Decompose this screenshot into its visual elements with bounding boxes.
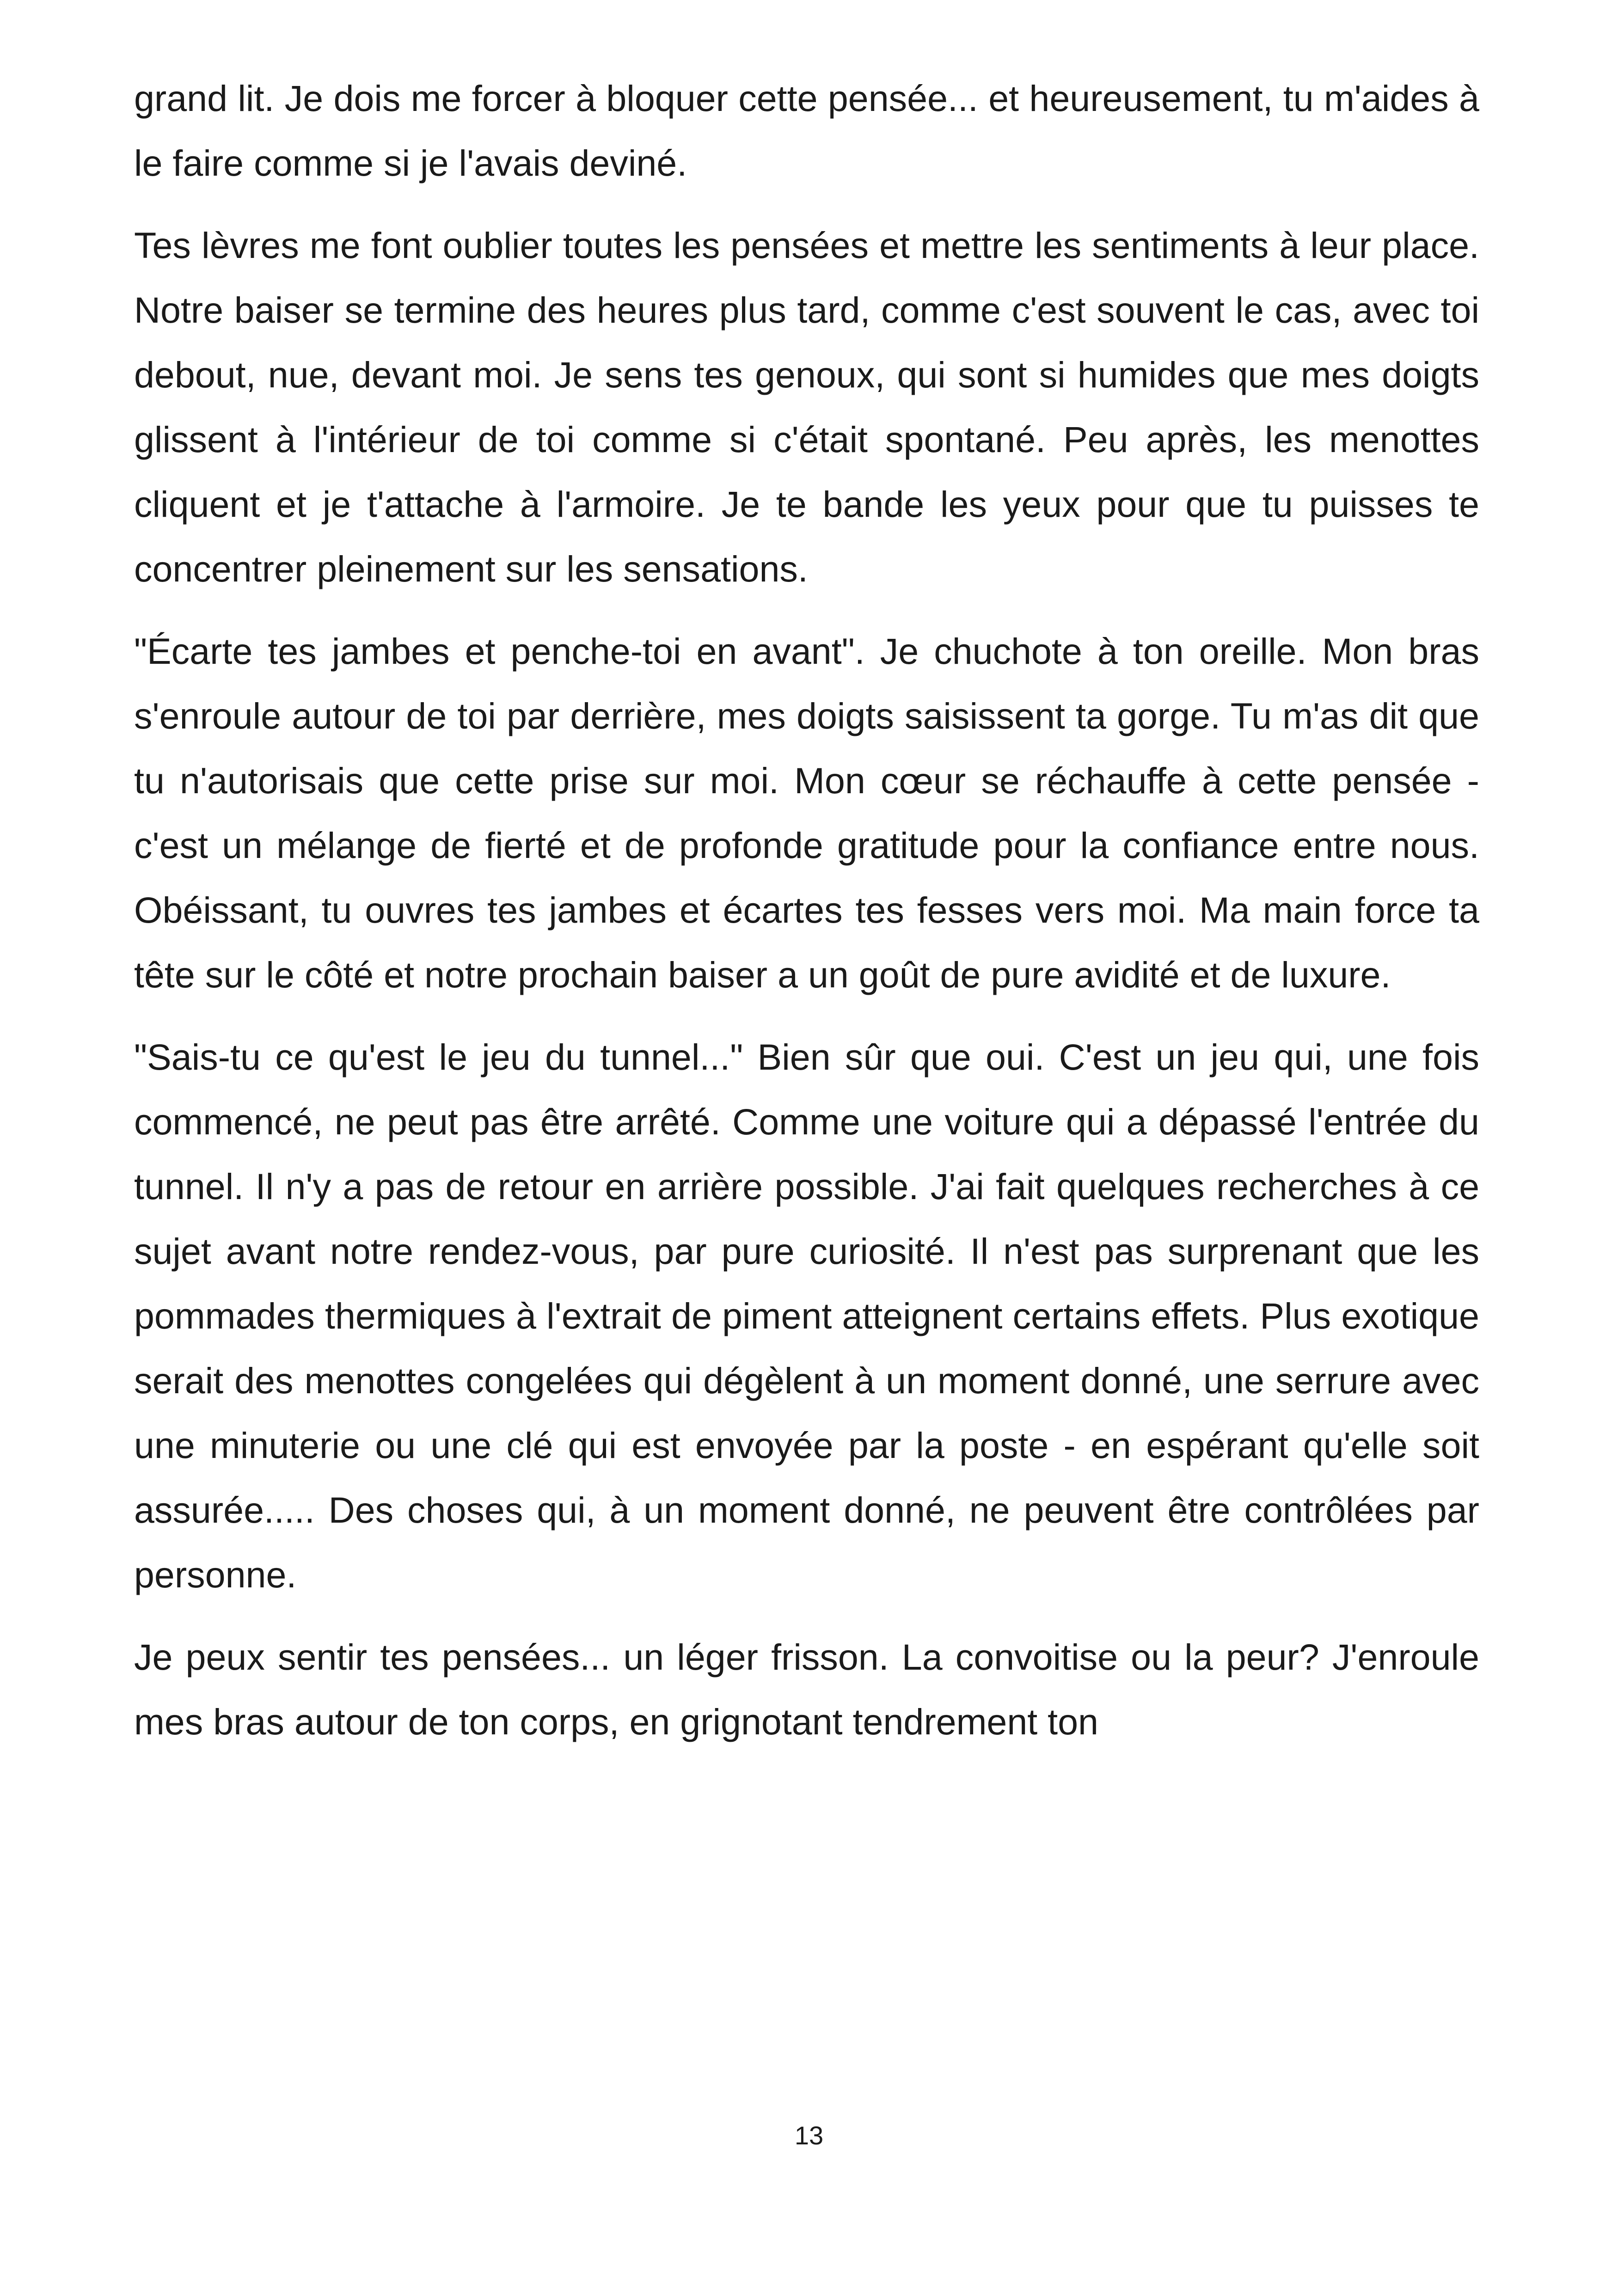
paragraph-4: "Sais-tu ce qu'est le jeu du tunnel..." Bien sûr que oui. C'est un jeu qui, une fois commencé, ne peut pas être arrêté. Comme une voiture qui a dépassé l'entrée du tunnel. Il n'y a pas de retour en arrière possible. J'ai fait quelques recherches à ce sujet avant notre rendez-vous, par pure curiosité. Il n'est pas surprenant que les pommades thermiques à l'extrait de piment atteignent certains effets. Plus exotique serait des menottes congelées qui dégèlent à un moment donné, une serrure avec une minuterie ou une clé qui est envoyée par la poste - en espérant qu'elle soit assurée..... Des choses qui, à un moment donné, ne peuvent être contrôlées par personne. bbox=[134, 1036, 1479, 1595]
paragraph-2: Tes lèvres me font oublier toutes les pensées et mettre les sentiments à leur place. Notre baiser se termine des heures plus tard, comme c'est souvent le cas, avec toi debout, nue, devant moi. Je sens tes genoux, qui sont si humides que mes doigts glissent à l'intérieur de toi comme si c'était spontané. Peu après, les menottes cliquent et je t'attache à l'armoire. Je te bande les yeux pour que tu puisses te concentrer pleinement sur les sensations. bbox=[134, 225, 1479, 589]
paragraph-5: Je peux sentir tes pensées... un léger frisson. La convoitise ou la peur? J'enroule mes bras autour de ton corps, en grignotant tendrement ton bbox=[134, 1636, 1479, 1742]
paragraph-3: "Écarte tes jambes et penche-toi en avant". Je chuchote à ton oreille. Mon bras s'enroule autour de toi par derrière, mes doigts saisissent ta gorge. Tu m'as dit que tu n'autorisais que cette prise sur moi. Mon cœur se réchauffe à cette pensée - c'est un mélange de fierté et de profonde gratitude pour la confiance entre nous. Obéissant, tu ouvres tes jambes et écartes tes fesses vers moi. Ma main force ta tête sur le côté et notre prochain baiser a un goût de pure avidité et de luxure. bbox=[134, 631, 1479, 995]
body-text bbox=[134, 66, 1479, 1754]
page-number: 13 bbox=[794, 2121, 824, 2150]
paragraph-1: grand lit. Je dois me forcer à bloquer cette pensée... et heureusement, tu m'aides à le faire comme si je l'avais deviné. bbox=[134, 78, 1479, 184]
